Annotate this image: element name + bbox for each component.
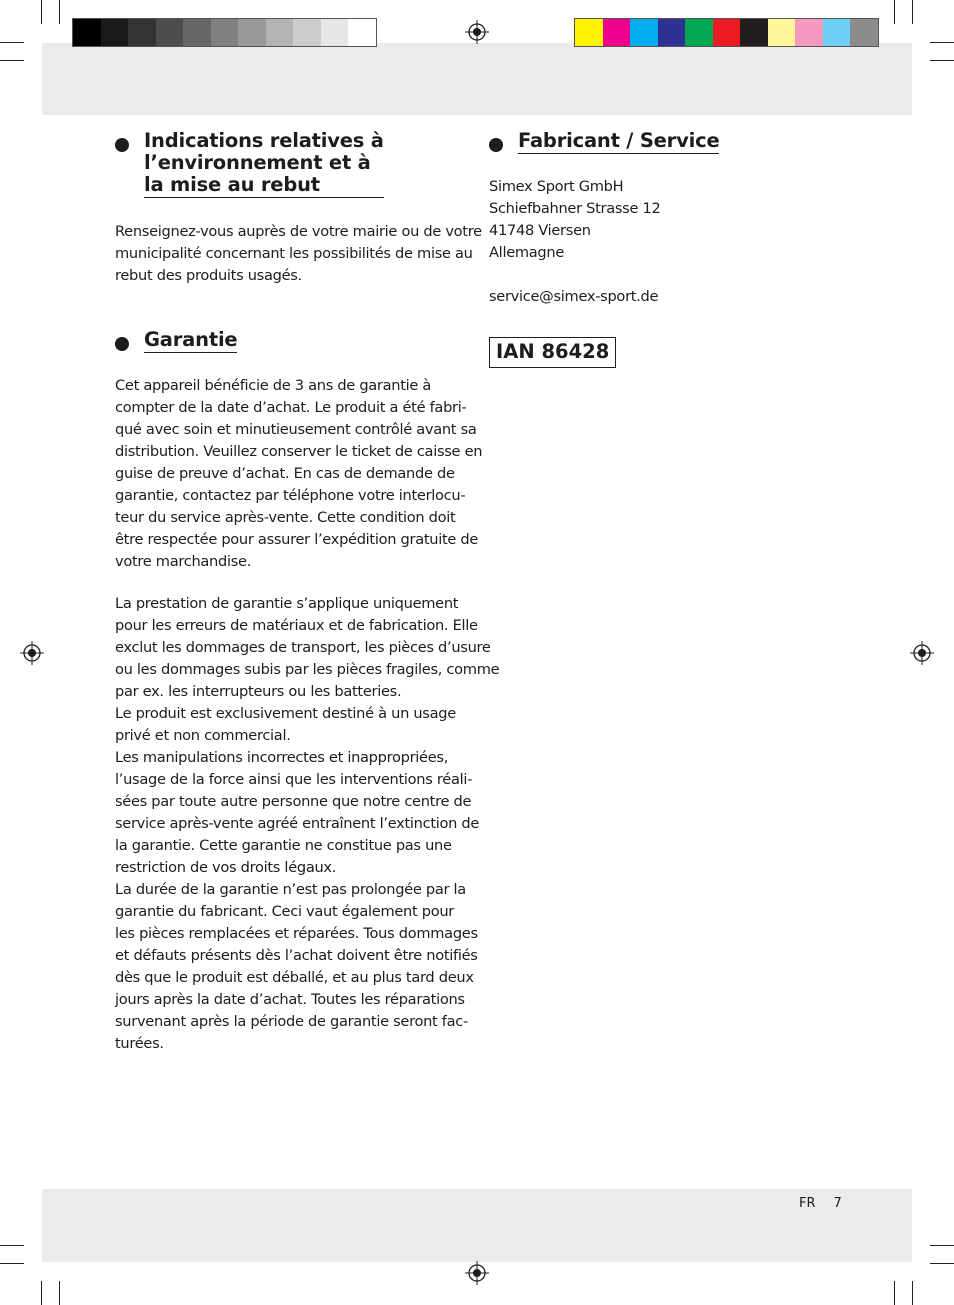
email-text: service@simex-sport.de xyxy=(489,288,659,305)
manufacturer-email xyxy=(489,286,849,308)
registration-mark-icon xyxy=(465,20,489,44)
text-line: garantie, contactez par téléphone votre interlocu- xyxy=(115,487,466,504)
gray-swatch xyxy=(183,19,211,46)
left-column xyxy=(115,129,500,1055)
address-line: Schiefbahner Strasse 12 xyxy=(489,200,661,217)
footer-band xyxy=(42,1189,912,1262)
color-swatch xyxy=(740,19,768,46)
page-number: 7 xyxy=(833,1196,842,1211)
gray-swatch xyxy=(321,19,349,46)
manufacturer-heading xyxy=(489,130,849,154)
text-line: privé et non commercial. xyxy=(115,727,291,744)
environment-text xyxy=(115,221,482,287)
bullet-icon xyxy=(489,138,503,152)
text-line: Renseignez-vous auprès de votre mairie ou de votre xyxy=(115,223,482,240)
text-line: guise de preuve d’achat. En cas de demande de xyxy=(115,465,455,482)
text-line: pour les erreurs de matériaux et de fabrication. Elle xyxy=(115,617,478,634)
heading-line: la mise au rebut xyxy=(144,173,320,196)
text-line: la garantie. Cette garantie ne constitue pas une xyxy=(115,837,452,854)
text-line: compter de la date d’achat. Le produit a été fabri- xyxy=(115,399,467,416)
color-swatch xyxy=(768,19,796,46)
text-line: rebut des produits usagés. xyxy=(115,267,302,284)
text-line: jours après la date d’achat. Toutes les réparations xyxy=(115,991,465,1008)
text-line: Les manipulations incorrectes et inappropriées, xyxy=(115,749,449,766)
page-footer xyxy=(799,1196,842,1211)
color-swatch xyxy=(823,19,851,46)
warranty-paragraph-2 xyxy=(115,593,500,1055)
text-line: restriction de vos droits légaux. xyxy=(115,859,337,876)
environment-heading xyxy=(115,130,470,198)
text-line: être respectée pour assurer l’expédition gratuite de xyxy=(115,531,479,548)
text-line: Cet appareil bénéficie de 3 ans de garantie à xyxy=(115,377,432,394)
text-line: votre marchandise. xyxy=(115,553,252,570)
text-line: dès que le produit est déballé, et au plus tard deux xyxy=(115,969,474,986)
gray-swatch xyxy=(238,19,266,46)
text-line: distribution. Veuillez conserver le ticket de caisse en xyxy=(115,443,483,460)
color-control-strip xyxy=(574,18,879,47)
text-line: survenant après la période de garantie seront fac- xyxy=(115,1013,468,1030)
registration-mark-icon xyxy=(910,641,934,665)
text-line: teur du service après-vente. Cette condition doit xyxy=(115,509,456,526)
text-line: exclut les dommages de transport, les pièces d’usure xyxy=(115,639,491,656)
header-band xyxy=(42,43,912,115)
color-swatch xyxy=(713,19,741,46)
gray-swatch xyxy=(348,19,376,46)
text-line: municipalité concernant les possibilités de mise au xyxy=(115,245,473,262)
manufacturer-address xyxy=(489,176,849,264)
color-swatch xyxy=(630,19,658,46)
text-line: turées. xyxy=(115,1035,164,1052)
text-line: La durée de la garantie n’est pas prolongée par la xyxy=(115,881,466,898)
color-swatch xyxy=(795,19,823,46)
warranty-paragraph-1 xyxy=(115,375,483,573)
right-column xyxy=(489,130,849,368)
bullet-icon xyxy=(115,337,129,351)
address-line: Simex Sport GmbH xyxy=(489,178,624,195)
grayscale-control-strip xyxy=(72,18,377,47)
warranty-heading xyxy=(115,329,470,353)
registration-mark-icon xyxy=(20,641,44,665)
address-line: 41748 Viersen xyxy=(489,222,591,239)
text-line: garantie du fabricant. Ceci vaut également pour xyxy=(115,903,455,920)
text-line: par ex. les interrupteurs ou les batteries. xyxy=(115,683,402,700)
color-swatch xyxy=(685,19,713,46)
gray-swatch xyxy=(128,19,156,46)
text-line: et défauts présents dès l’achat doivent être notifiés xyxy=(115,947,478,964)
text-line: sées par toute autre personne que notre centre de xyxy=(115,793,472,810)
heading-line: Indications relatives à xyxy=(144,129,384,152)
text-line: les pièces remplacées et réparées. Tous dommages xyxy=(115,925,478,942)
text-line: l’usage de la force ainsi que les interventions réali- xyxy=(115,771,473,788)
text-line: qué avec soin et minutieusement contrôlé avant sa xyxy=(115,421,477,438)
heading-text: Garantie xyxy=(144,328,238,351)
gray-swatch xyxy=(73,19,101,46)
bullet-icon xyxy=(115,138,129,152)
ian-box: IAN 86428 xyxy=(489,337,616,368)
language-code: FR xyxy=(799,1196,816,1211)
gray-swatch xyxy=(101,19,129,46)
registration-mark-icon xyxy=(465,1261,489,1285)
text-line: Le produit est exclusivement destiné à un usage xyxy=(115,705,456,722)
gray-swatch xyxy=(293,19,321,46)
color-swatch xyxy=(603,19,631,46)
text-line: La prestation de garantie s’applique uniquement xyxy=(115,595,459,612)
text-line: ou les dommages subis par les pièces fragiles, comme xyxy=(115,661,500,678)
ian-box-wrapper xyxy=(489,337,849,368)
color-swatch xyxy=(575,19,603,46)
address-line: Allemagne xyxy=(489,244,565,261)
gray-swatch xyxy=(211,19,239,46)
heading-line: l’environnement et à xyxy=(144,151,371,174)
color-swatch xyxy=(850,19,878,46)
gray-swatch xyxy=(266,19,294,46)
text-line: service après-vente agréé entraînent l’extinction de xyxy=(115,815,480,832)
color-swatch xyxy=(658,19,686,46)
gray-swatch xyxy=(156,19,184,46)
heading-text: Fabricant / Service xyxy=(518,129,720,152)
